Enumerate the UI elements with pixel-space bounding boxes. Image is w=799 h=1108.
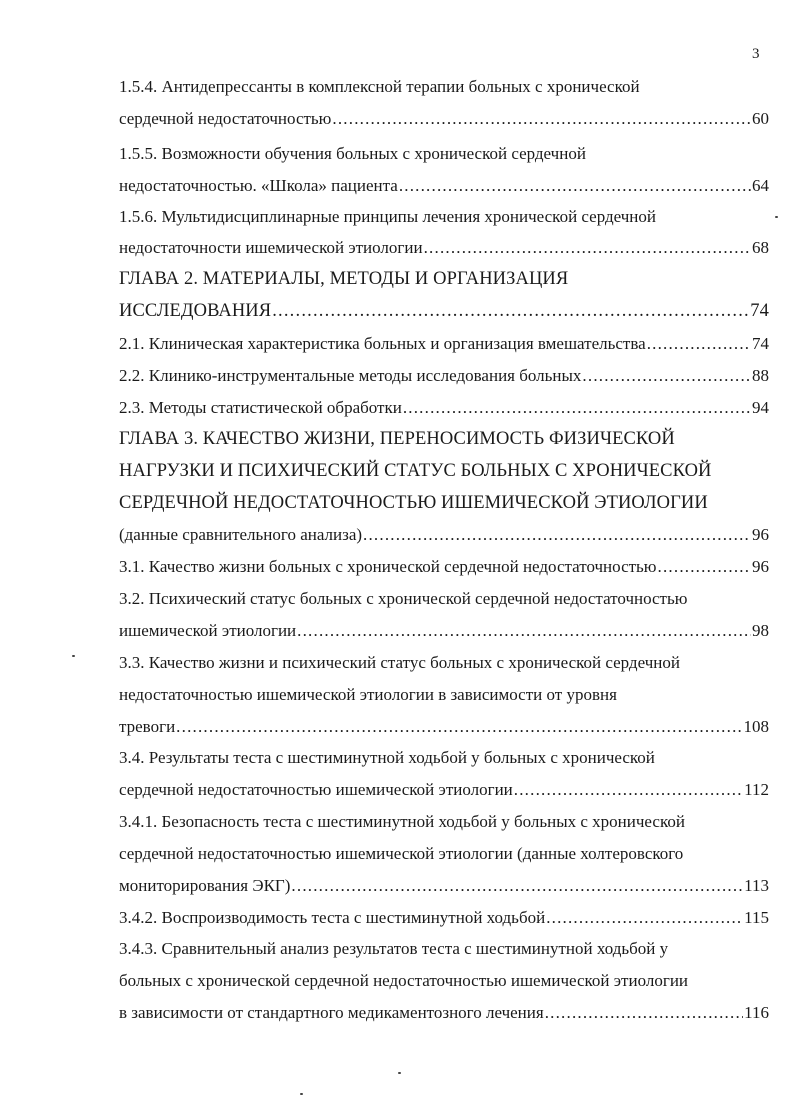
toc-text: 3.2. Психический статус больных с хронической сердечной недостаточностью — [119, 589, 688, 608]
toc-text: 2.3. Методы статистической обработки — [119, 398, 402, 417]
toc-text: 3.1. Качество жизни больных с хронической сердечной недостаточностью — [119, 557, 657, 576]
toc-line — [119, 745, 769, 771]
toc-line — [119, 522, 769, 548]
scan-speck — [300, 1093, 303, 1095]
toc-line — [119, 650, 769, 676]
toc-text: 3.3. Качество жизни и психический статус больных с хронической сердечной — [119, 653, 680, 672]
toc-text: НАГРУЗКИ И ПСИХИЧЕСКИЙ СТАТУС БОЛЬНЫХ С ХРОНИЧЕСКОЙ — [119, 461, 712, 481]
toc-page-number: 112 — [744, 780, 769, 799]
dot-leader — [582, 363, 751, 389]
toc-line — [119, 905, 769, 931]
dot-leader — [545, 1000, 743, 1026]
toc-text: ИССЛЕДОВАНИЯ — [119, 301, 272, 321]
toc-text: больных с хронической сердечной недостаточностью ишемической этиологии — [119, 971, 689, 990]
toc-page-number: 60 — [752, 109, 769, 128]
scan-speck — [775, 216, 778, 218]
toc-text: сердечной недостаточностью ишемической этиологии (данные холтеровского — [119, 844, 684, 863]
toc-line — [119, 586, 769, 612]
scan-speck — [398, 1072, 401, 1074]
dot-leader — [332, 106, 751, 132]
toc-chapter-heading — [119, 458, 769, 484]
toc-line — [119, 1000, 769, 1026]
toc-text: 1.5.5. Возможности обучения больных с хронической сердечной — [119, 144, 586, 163]
toc-line — [119, 74, 769, 100]
toc-line — [119, 682, 769, 708]
toc-page-number: 94 — [752, 398, 769, 417]
toc-page-number: 68 — [752, 238, 769, 257]
toc-text: 1.5.4. Антидепрессанты в комплексной терапии больных с хронической — [119, 77, 640, 96]
dot-leader — [647, 331, 751, 357]
toc-line — [119, 777, 769, 803]
toc-text: 1.5.6. Мультидисциплинарные принципы лечения хронической сердечной — [119, 207, 657, 226]
scan-speck — [72, 655, 75, 657]
toc-page-number: 96 — [752, 525, 769, 544]
toc-line — [119, 936, 769, 962]
toc-page-number: 113 — [744, 876, 769, 895]
toc-text: недостаточности ишемической этиологии — [119, 238, 423, 257]
dot-leader — [658, 554, 751, 580]
toc-line — [119, 714, 769, 740]
toc-line — [119, 841, 769, 867]
dot-leader — [399, 173, 751, 199]
toc-line — [119, 363, 769, 389]
toc-line — [119, 395, 769, 421]
toc-line — [119, 618, 769, 644]
toc-text: недостаточностью ишемической этиологии в зависимости от уровня — [119, 685, 617, 704]
toc-text: 2.1. Клиническая характеристика больных и организация вмешательства — [119, 334, 646, 353]
toc-chapter-heading — [119, 426, 769, 452]
dot-leader — [291, 873, 743, 899]
toc-line — [119, 331, 769, 357]
toc-text: ГЛАВА 3. КАЧЕСТВО ЖИЗНИ, ПЕРЕНОСИМОСТЬ ФИЗИЧЕСКОЙ — [119, 429, 675, 449]
toc-page-number: 98 — [752, 621, 769, 640]
toc-page-number: 115 — [744, 908, 769, 927]
dot-leader — [514, 777, 743, 803]
toc-text: 3.4.1. Безопасность теста с шестиминутной ходьбой у больных с хронической — [119, 812, 685, 831]
toc-text: тревоги — [119, 717, 176, 736]
toc-page-number: 108 — [743, 717, 769, 736]
toc-text: 3.4.3. Сравнительный анализ результатов теста с шестиминутной ходьбой у — [119, 939, 669, 958]
toc-page-number: 74 — [752, 334, 769, 353]
toc-page-number: 64 — [752, 176, 769, 195]
toc-line — [119, 873, 769, 899]
toc-line — [119, 106, 769, 132]
toc-text: ишемической этиологии — [119, 621, 297, 640]
dot-leader — [176, 714, 742, 740]
toc-page-number: 74 — [750, 301, 769, 321]
toc-chapter-heading — [119, 490, 769, 516]
toc-line — [119, 235, 769, 261]
dot-leader — [424, 235, 751, 261]
toc-text: сердечной недостаточностью — [119, 109, 332, 128]
toc-line — [119, 968, 769, 994]
toc-text: в зависимости от стандартного медикаментозного лечения — [119, 1003, 544, 1022]
toc-page-number: 96 — [752, 557, 769, 576]
dot-leader — [297, 618, 751, 644]
toc-text: 3.4.2. Воспроизводимость теста с шестиминутной ходьбой — [119, 908, 546, 927]
toc-page-number: 116 — [744, 1003, 769, 1022]
dot-leader — [546, 905, 743, 931]
toc-text: 2.2. Клинико-инструментальные методы исследования больных — [119, 366, 582, 385]
toc-line — [119, 809, 769, 835]
toc-page-number: 88 — [752, 366, 769, 385]
toc-text: сердечной недостаточностью ишемической этиологии — [119, 780, 513, 799]
toc-text: (данные сравнительного анализа) — [119, 525, 363, 544]
toc-line — [119, 204, 769, 230]
toc-line — [119, 554, 769, 580]
toc-chapter-heading — [119, 266, 769, 292]
toc-text: недостаточностью. «Школа» пациента — [119, 176, 398, 195]
toc-line — [119, 173, 769, 199]
toc-line — [119, 141, 769, 167]
toc-text: ГЛАВА 2. МАТЕРИАЛЫ, МЕТОДЫ И ОРГАНИЗАЦИЯ — [119, 269, 569, 289]
dot-leader — [363, 522, 751, 548]
dot-leader — [272, 298, 749, 324]
toc-text: мониторирования ЭКГ) — [119, 876, 291, 895]
toc-text: СЕРДЕЧНОЙ НЕДОСТАТОЧНОСТЬЮ ИШЕМИЧЕСКОЙ ЭТИОЛОГИИ — [119, 493, 708, 513]
page-number: 3 — [752, 46, 760, 62]
dot-leader — [403, 395, 751, 421]
toc-text: 3.4. Результаты теста с шестиминутной ходьбой у больных с хронической — [119, 748, 655, 767]
toc-chapter-heading — [119, 298, 769, 324]
